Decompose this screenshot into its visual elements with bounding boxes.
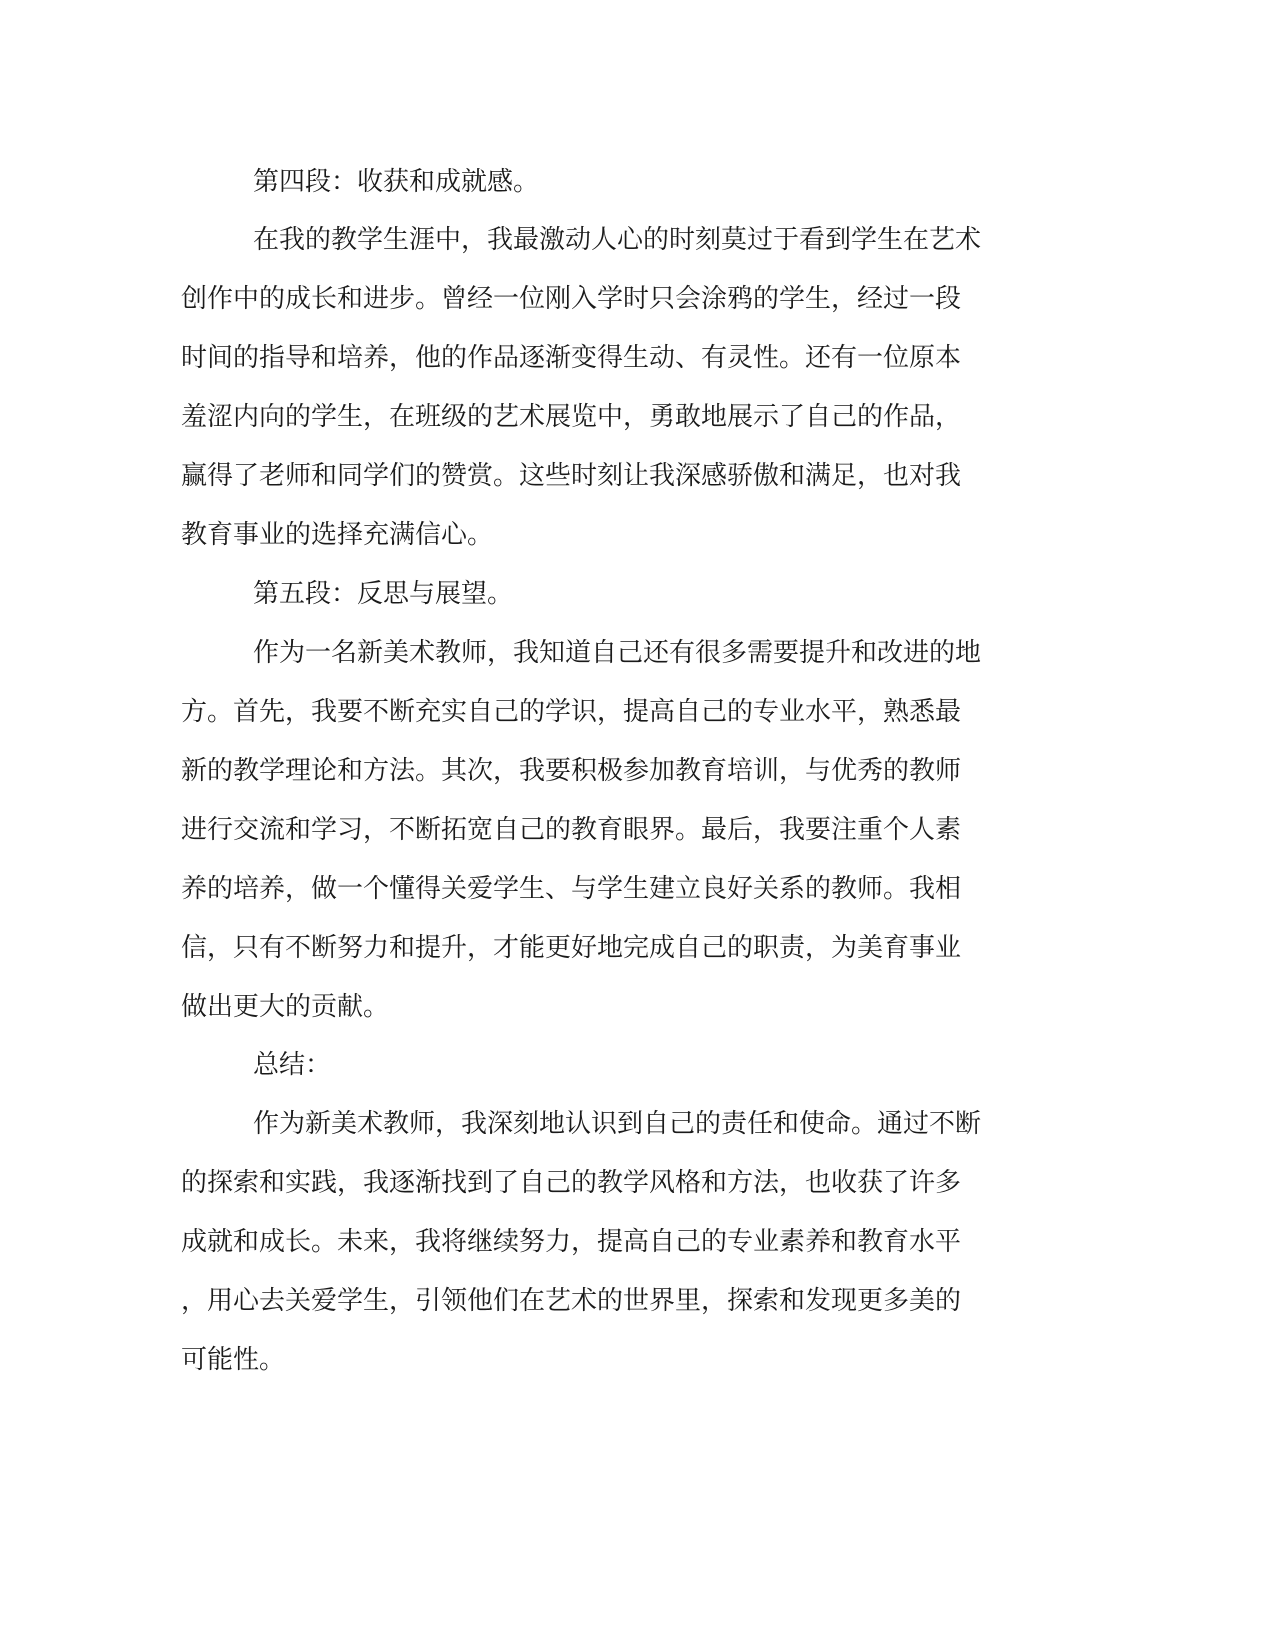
paragraph-line: 新的教学理论和方法。其次，我要积极参加教育培训，与优秀的教师 xyxy=(181,756,962,786)
paragraph-line: 时间的指导和培养，他的作品逐渐变得生动、有灵性。还有一位原本 xyxy=(181,343,962,373)
section-heading: 总结： xyxy=(253,1050,332,1080)
section-heading: 第五段：反思与展望。 xyxy=(253,579,514,609)
paragraph-line: 方。首先，我要不断充实自己的学识，提高自己的专业水平，熟悉最 xyxy=(181,697,962,727)
paragraph-line: 养的培养，做一个懂得关爱学生、与学生建立良好关系的教师。我相 xyxy=(181,874,962,904)
paragraph-line: ，用心去关爱学生，引领他们在艺术的世界里，探索和发现更多美的 xyxy=(181,1286,962,1316)
paragraph-line: 可能性。 xyxy=(181,1345,286,1375)
paragraph-line: 的探索和实践，我逐渐找到了自己的教学风格和方法，也收获了许多 xyxy=(181,1168,962,1198)
paragraph-line: 信，只有不断努力和提升，才能更好地完成自己的职责，为美育事业 xyxy=(181,933,962,963)
paragraph-line: 羞涩内向的学生，在班级的艺术展览中，勇敢地展示了自己的作品， xyxy=(181,402,962,432)
paragraph-line: 作为新美术教师，我深刻地认识到自己的责任和使命。通过不断 xyxy=(253,1109,982,1139)
paragraph-line: 创作中的成长和进步。曾经一位刚入学时只会涂鸦的学生，经过一段 xyxy=(181,284,962,314)
section-heading: 第四段：收获和成就感。 xyxy=(253,167,540,197)
paragraph-line: 进行交流和学习，不断拓宽自己的教育眼界。最后，我要注重个人素 xyxy=(181,815,962,845)
paragraph-line: 在我的教学生涯中，我最激动人心的时刻莫过于看到学生在艺术 xyxy=(253,225,982,255)
paragraph-line: 赢得了老师和同学们的赞赏。这些时刻让我深感骄傲和满足，也对我 xyxy=(181,461,962,491)
paragraph-line: 教育事业的选择充满信心。 xyxy=(181,520,494,550)
paragraph-line: 做出更大的贡献。 xyxy=(181,992,390,1022)
paragraph-line: 成就和成长。未来，我将继续努力，提高自己的专业素养和教育水平 xyxy=(181,1227,962,1257)
paragraph-line: 作为一名新美术教师，我知道自己还有很多需要提升和改进的地 xyxy=(253,638,982,668)
